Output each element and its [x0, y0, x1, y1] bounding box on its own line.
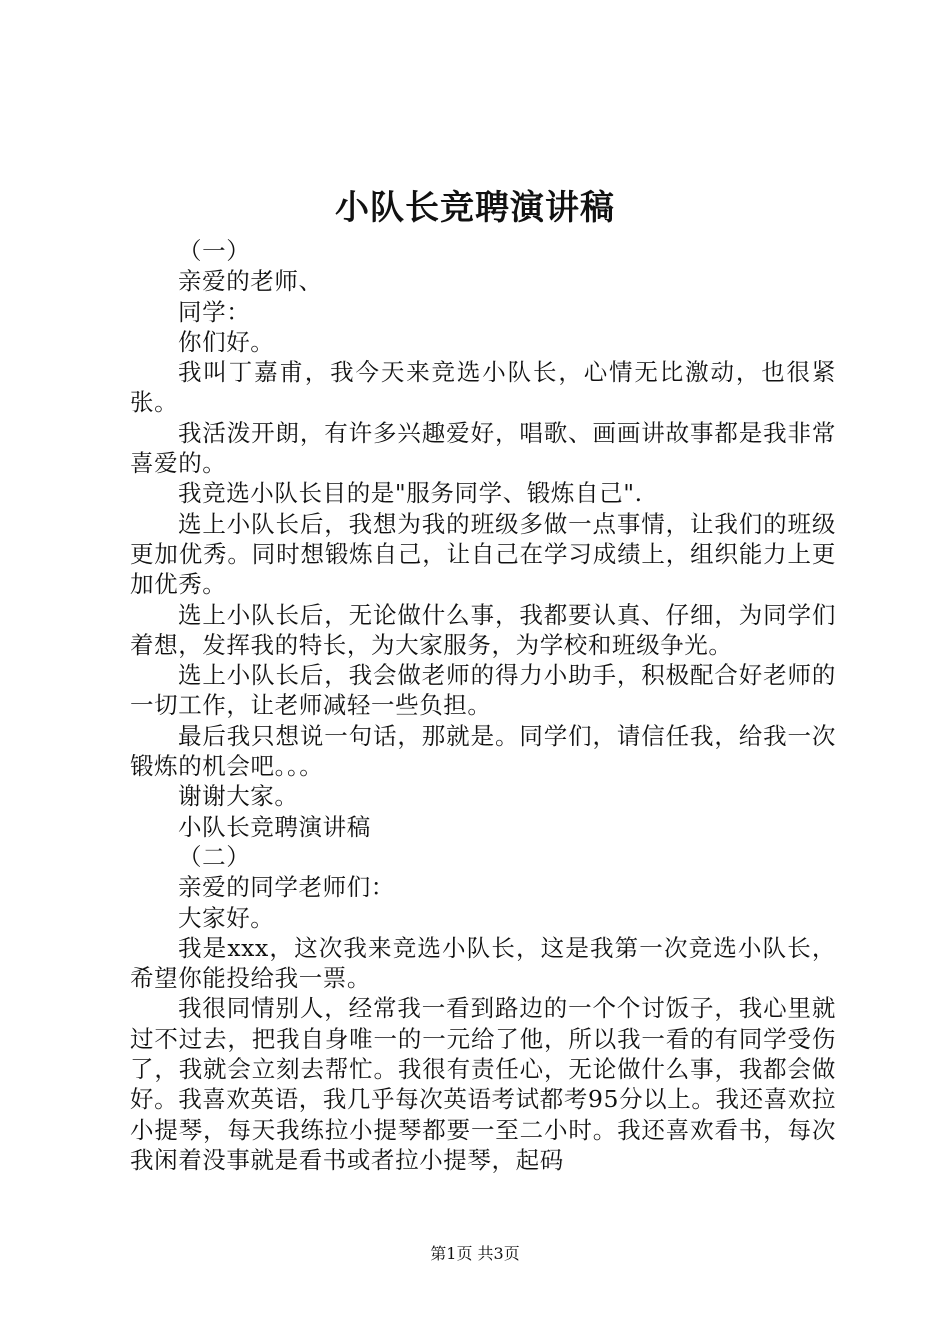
paragraph: 我竞选小队长目的是"服务同学、锻炼自己". [178, 479, 643, 508]
paragraph: 我是xxx，这次我来竞选小队长，这是我第一次竞选小队长，希望你能投给我一票。 [130, 933, 836, 993]
document-title: 小队长竞聘演讲稿 [335, 188, 615, 228]
paragraph: （一） [178, 237, 251, 265]
paragraph: 选上小队长后，我会做老师的得力小助手，积极配合好老师的一切工作，让老师减轻一些负担。 [130, 661, 836, 720]
paragraph: 谢谢大家。 [178, 782, 299, 811]
paragraph: 选上小队长后，无论做什么事，我都要认真、仔细，为同学们着想，发挥我的特长，为大家服务，为学校和班级争光。 [130, 600, 836, 659]
paragraph: 同学： [178, 297, 251, 326]
paragraph: 大家好。 [178, 903, 275, 932]
paragraph: 亲爱的老师、 [178, 267, 323, 296]
paragraph: 最后我只想说一句话，那就是。同学们，请信任我，给我一次锻炼的机会吧。。。 [130, 721, 836, 781]
paragraph: 亲爱的同学老师们： [178, 873, 395, 902]
paragraph: 我活泼开朗，有许多兴趣爱好，唱歌、画画讲故事都是我非常喜爱的。 [130, 418, 836, 478]
paragraph: （二） [178, 842, 251, 871]
paragraph: 小队长竞聘演讲稿 [178, 812, 371, 841]
paragraph: 你们好。 [178, 327, 275, 356]
document-body [130, 236, 836, 1175]
paragraph: 我叫丁嘉甫，我今天来竞选小队长，心情无比激动，也很紧张。 [130, 358, 836, 417]
paragraph: 选上小队长后，我想为我的班级多做一点事情，让我们的班级更加优秀。同时想锻炼自己，让自己在学习成绩上，组织能力上更加优秀。 [130, 509, 836, 599]
paragraph: 我很同情别人，经常我一看到路边的一个个讨饭子，我心里就过不过去，把我自身唯一的一元给了他，所以我一看的有同学受伤了，我就会立刻去帮忙。我很有责任心，无论做什么事，我都会做好。我喜欢英语，我几乎每次英语考试都考95分以上。我还喜欢拉小提琴，每天我练拉小提琴都要一至二小时。我还喜欢看书，每次我闲着没事就是看书或者拉小提琴，起码 [130, 994, 836, 1174]
page-footer: 第1页 共3页 [430, 1244, 520, 1263]
